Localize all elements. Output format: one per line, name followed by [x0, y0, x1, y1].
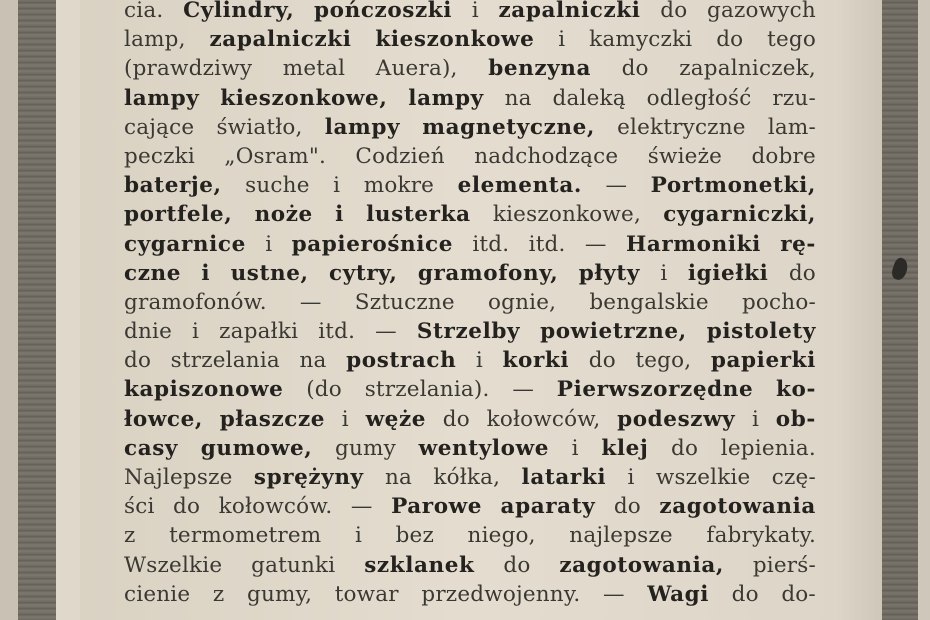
- bold-word: papierośnice: [291, 231, 454, 257]
- bold-word: elementa.: [457, 173, 582, 199]
- text-line: [124, 200, 816, 229]
- bold-word: szklanek: [364, 552, 475, 578]
- word: świeże: [647, 143, 723, 169]
- bold-word: benzyna: [488, 56, 591, 82]
- word: Codzień: [355, 143, 445, 169]
- bold-word: cytry,: [329, 260, 398, 286]
- bold-word: lampy: [324, 114, 401, 140]
- word: metal: [282, 56, 346, 82]
- bold-word: zapalniczki: [498, 0, 641, 23]
- bold-word: czne: [124, 260, 182, 286]
- bold-word: lusterka: [366, 202, 471, 228]
- word: ści: [124, 494, 155, 520]
- word: Sztuczne: [354, 289, 455, 315]
- bold-word: portfele,: [124, 202, 233, 228]
- bold-word: podeszwy: [617, 406, 736, 432]
- bold-word: płyty: [578, 260, 640, 286]
- text-line: [124, 434, 816, 463]
- bold-word: gramofony,: [417, 260, 559, 286]
- text-line: [124, 0, 816, 25]
- bold-word: ko-: [776, 377, 816, 403]
- word: strzelania: [170, 348, 280, 374]
- text-line: [124, 54, 816, 83]
- text-line: [124, 463, 816, 492]
- word: „Osram".: [224, 143, 326, 169]
- bold-word: aparaty: [500, 494, 596, 520]
- column-rule-left: [18, 0, 56, 620]
- bold-word: Parowe: [391, 494, 483, 520]
- bold-word: igiełki: [687, 260, 769, 286]
- word: ognie,: [488, 289, 557, 315]
- word: itd.: [528, 231, 566, 257]
- word: gumy: [335, 435, 396, 461]
- word: daleką: [552, 85, 626, 111]
- word: i: [192, 319, 200, 345]
- bold-word: rę-: [780, 231, 816, 257]
- word: kieszonkowe,: [492, 202, 641, 228]
- word: suche: [245, 173, 310, 199]
- word: i: [475, 348, 483, 374]
- word: itd.: [318, 319, 356, 345]
- word: itd.: [472, 231, 510, 257]
- bold-word: Wagi: [647, 581, 710, 607]
- text-line: [124, 521, 816, 550]
- bold-word: lampy: [124, 85, 200, 111]
- bold-word: ustne,: [230, 260, 309, 286]
- bold-word: gumowe,: [200, 435, 313, 461]
- bold-word: noże: [254, 202, 313, 228]
- text-line: [124, 492, 816, 521]
- bold-word: Harmoniki: [625, 231, 761, 257]
- word: na: [384, 465, 413, 490]
- bold-word: Portmonetki,: [650, 173, 816, 199]
- text-line: [124, 171, 816, 200]
- word: do: [788, 260, 816, 286]
- word: elektryczne: [617, 114, 746, 140]
- word: mokre: [363, 173, 435, 199]
- text-line: [124, 25, 816, 54]
- text-line: [124, 346, 816, 375]
- bold-word: pończoszki: [314, 0, 453, 23]
- word: fabrykaty.: [706, 523, 816, 549]
- bold-word: kapiszonowe: [124, 377, 284, 403]
- bold-word: pistolety: [706, 319, 816, 345]
- word: i: [333, 173, 341, 199]
- bold-word: zapalniczki: [209, 27, 352, 53]
- word: (do: [306, 377, 342, 403]
- word: bez: [395, 523, 434, 549]
- bold-word: Strzelby: [416, 319, 521, 345]
- margin-left: [56, 0, 80, 620]
- bold-word: klej: [601, 435, 649, 461]
- text-line: [124, 551, 816, 580]
- word: gumy,: [246, 581, 313, 607]
- word: do: [671, 435, 699, 461]
- word: kamyczki: [589, 27, 693, 53]
- word: —: [584, 231, 607, 257]
- word: z: [212, 581, 225, 607]
- bold-word: wentylowe: [418, 435, 549, 461]
- word: do: [173, 494, 201, 520]
- text-line: [124, 405, 816, 434]
- bold-word: casy: [124, 435, 179, 461]
- word: kołowców,: [486, 406, 601, 432]
- word: pierś-: [752, 552, 816, 578]
- text-line: [124, 230, 816, 259]
- word: termometrem: [169, 523, 322, 549]
- word: do: [588, 348, 616, 374]
- word: kołowców.: [218, 494, 333, 520]
- word: odległość: [646, 85, 752, 111]
- word: na: [504, 85, 532, 111]
- word: bengalskie: [589, 289, 709, 315]
- bold-word: lampy: [408, 85, 484, 111]
- word: (prawdziwy: [124, 56, 253, 82]
- word: Wszelkie: [124, 552, 223, 578]
- column-rule-right: [882, 0, 918, 620]
- word: tego: [767, 27, 816, 53]
- word: i: [354, 523, 363, 549]
- page-edge-right: [918, 0, 930, 620]
- word: towar: [334, 581, 399, 607]
- bold-word: kieszonkowe: [375, 27, 535, 53]
- text-line: [124, 84, 816, 113]
- word: i: [558, 27, 566, 53]
- word: strzelania).: [364, 377, 490, 403]
- text-line: [124, 259, 816, 288]
- bold-word: magnetyczne,: [422, 114, 595, 140]
- word: na: [299, 348, 327, 374]
- word: światło,: [216, 114, 303, 140]
- word: do-: [781, 581, 816, 607]
- word: do: [124, 348, 152, 374]
- word: do: [660, 0, 688, 23]
- word: i: [627, 465, 635, 490]
- text-line: [124, 113, 816, 142]
- word: cienie: [124, 581, 191, 607]
- word: Najlepsze: [124, 465, 233, 490]
- word: wszelkie: [655, 465, 751, 490]
- word: lamp,: [124, 27, 186, 53]
- word: najlepsze: [569, 523, 673, 549]
- word: z: [124, 523, 136, 549]
- word: lam-: [767, 114, 816, 140]
- word: lepienia.: [720, 435, 816, 461]
- word: Auera),: [375, 56, 458, 82]
- word: —: [299, 289, 322, 315]
- text-line: [124, 317, 816, 346]
- bold-word: powietrzne,: [540, 319, 687, 345]
- bold-word: sprężyny: [253, 465, 364, 490]
- bold-word: i: [201, 260, 211, 286]
- bold-word: Pierwszorzędne: [556, 377, 754, 403]
- bold-word: papierki: [710, 348, 816, 374]
- bold-word: cygarniczki,: [663, 202, 816, 228]
- bold-word: i: [335, 202, 344, 228]
- word: rzu-: [772, 85, 816, 111]
- word: przedwojenny.: [421, 581, 581, 607]
- word: do: [503, 552, 531, 578]
- word: i: [660, 260, 668, 286]
- word: —: [350, 494, 373, 520]
- bold-word: cygarnice: [124, 231, 246, 257]
- word: i: [571, 435, 579, 461]
- bold-word: postrach: [346, 348, 457, 374]
- word: gatunki: [251, 552, 336, 578]
- word: i: [752, 406, 760, 432]
- bold-word: kieszonkowe,: [220, 85, 388, 111]
- bold-word: ob-: [775, 406, 816, 432]
- word: niego,: [467, 523, 536, 549]
- word: i: [471, 0, 479, 23]
- word: nadchodzące: [474, 143, 619, 169]
- bold-word: węże: [365, 406, 427, 432]
- word: cia.: [124, 0, 164, 23]
- page-edge-left: [0, 0, 18, 620]
- bold-word: korki: [502, 348, 570, 374]
- word: kółka,: [433, 465, 501, 490]
- bold-word: latarki: [521, 465, 607, 490]
- word: zapałki: [219, 319, 299, 345]
- word: gramofonów.: [124, 289, 267, 315]
- word: —: [605, 173, 628, 199]
- word: do: [731, 581, 759, 607]
- word: dobre: [751, 143, 816, 169]
- bold-word: płaszcze: [219, 406, 326, 432]
- word: —: [375, 319, 397, 345]
- bold-word: baterje,: [124, 173, 222, 199]
- bold-word: łowce,: [124, 406, 203, 432]
- bold-word: zagotowania,: [559, 552, 724, 578]
- bold-word: zagotowania: [659, 494, 816, 520]
- text-line: [124, 580, 816, 609]
- word: pocho-: [741, 289, 816, 315]
- advertisement-text-column: [124, 0, 816, 609]
- word: i: [265, 231, 273, 257]
- text-line: [124, 142, 816, 171]
- word: gazowych: [707, 0, 816, 23]
- word: do: [613, 494, 641, 520]
- text-line: [124, 288, 816, 317]
- word: zapalniczek,: [679, 56, 816, 82]
- word: tego,: [635, 348, 692, 374]
- word: cające: [124, 114, 195, 140]
- text-line: [124, 375, 816, 404]
- word: do: [442, 406, 470, 432]
- word: —: [512, 377, 535, 403]
- word: do: [716, 27, 744, 53]
- word: i: [341, 406, 349, 432]
- word: peczki: [124, 143, 195, 169]
- word: —: [602, 581, 625, 607]
- word: czę-: [771, 465, 816, 490]
- word: dnie: [124, 319, 173, 345]
- word: do: [621, 56, 649, 82]
- bold-word: Cylindry,: [183, 0, 295, 23]
